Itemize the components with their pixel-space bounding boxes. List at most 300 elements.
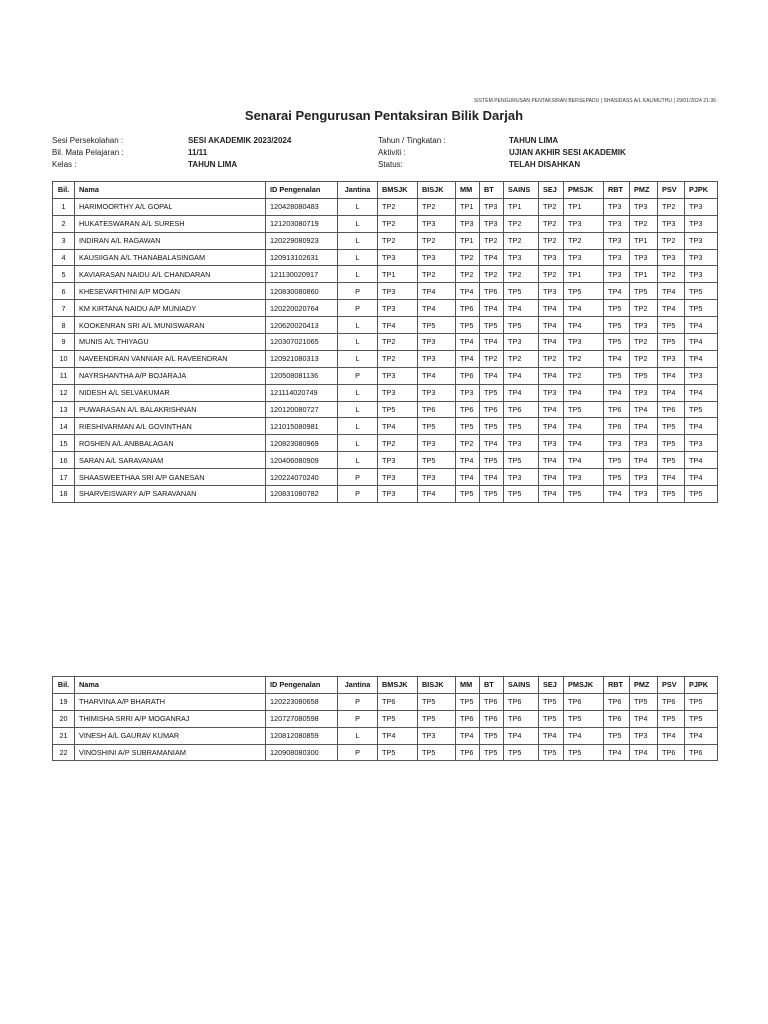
cell-rbt: TP3 <box>604 232 630 249</box>
cell-bmsjk: TP3 <box>378 283 418 300</box>
status-label: Status: <box>378 160 403 169</box>
cell-pjpk: TP5 <box>685 710 718 727</box>
cell-id-pengenalan: 120620020413 <box>266 317 338 334</box>
cell-pmsjk: TP6 <box>564 693 604 710</box>
report-meta <box>52 135 716 171</box>
table-body <box>53 693 718 761</box>
cell-sains: TP3 <box>504 435 539 452</box>
cell-mm: TP6 <box>456 744 480 761</box>
cell-jantina: L <box>338 401 378 418</box>
cell-pmz: TP3 <box>630 384 658 401</box>
cell-nama: SARAN A/L SARAVANAM <box>75 452 266 469</box>
col-pmz: PMZ <box>630 677 658 694</box>
col-bt: BT <box>480 182 504 199</box>
cell-jantina: P <box>338 469 378 486</box>
cell-rbt: TP4 <box>604 384 630 401</box>
cell-pmsjk: TP2 <box>564 350 604 367</box>
cell-psv: TP5 <box>658 317 685 334</box>
cell-pmsjk: TP4 <box>564 435 604 452</box>
cell-rbt: TP5 <box>604 367 630 384</box>
cell-psv: TP4 <box>658 384 685 401</box>
cell-psv: TP4 <box>658 367 685 384</box>
cell-nama: SHARVEISWARY A/P SARAVANAN <box>75 486 266 503</box>
cell-pjpk: TP4 <box>685 452 718 469</box>
cell-sains: TP6 <box>504 710 539 727</box>
cell-jantina: L <box>338 198 378 215</box>
cell-id-pengenalan: 120913102631 <box>266 249 338 266</box>
cell-rbt: TP6 <box>604 693 630 710</box>
kelas-label: Kelas : <box>52 160 77 169</box>
cell-sains: TP2 <box>504 266 539 283</box>
cell-mm: TP2 <box>456 435 480 452</box>
cell-pjpk: TP4 <box>685 350 718 367</box>
cell-psv: TP3 <box>658 215 685 232</box>
cell-bt: TP4 <box>480 469 504 486</box>
cell-mm: TP5 <box>456 486 480 503</box>
cell-pmz: TP4 <box>630 418 658 435</box>
cell-bil: 4 <box>53 249 75 266</box>
cell-rbt: TP3 <box>604 249 630 266</box>
cell-bmsjk: TP3 <box>378 367 418 384</box>
cell-bisjk: TP3 <box>418 469 456 486</box>
cell-pjpk: TP3 <box>685 367 718 384</box>
cell-bt: TP5 <box>480 486 504 503</box>
cell-mm: TP2 <box>456 249 480 266</box>
col-jantina: Jantina <box>338 677 378 694</box>
cell-psv: TP5 <box>658 486 685 503</box>
cell-sej: TP4 <box>539 486 564 503</box>
cell-pjpk: TP4 <box>685 317 718 334</box>
cell-bt: TP5 <box>480 418 504 435</box>
cell-psv: TP5 <box>658 418 685 435</box>
cell-bmsjk: TP2 <box>378 198 418 215</box>
cell-pmsjk: TP3 <box>564 215 604 232</box>
cell-bt: TP5 <box>480 384 504 401</box>
table-row <box>53 334 718 351</box>
cell-psv: TP5 <box>658 334 685 351</box>
col-sains: SAINS <box>504 677 539 694</box>
cell-jantina: L <box>338 727 378 744</box>
cell-sej: TP4 <box>539 367 564 384</box>
cell-pmz: TP2 <box>630 334 658 351</box>
cell-sains: TP3 <box>504 334 539 351</box>
aktiviti-value: UJIAN AKHIR SESI AKADEMIK <box>509 148 626 157</box>
cell-pjpk: TP3 <box>685 266 718 283</box>
tahun-label: Tahun / Tingkatan : <box>378 136 446 145</box>
cell-rbt: TP5 <box>604 727 630 744</box>
cell-nama: NAVEENDRAN VANNIAR A/L RAVEENDRAN <box>75 350 266 367</box>
cell-rbt: TP6 <box>604 401 630 418</box>
cell-jantina: L <box>338 435 378 452</box>
cell-rbt: TP3 <box>604 198 630 215</box>
cell-sej: TP4 <box>539 418 564 435</box>
col-psv: PSV <box>658 182 685 199</box>
cell-sains: TP4 <box>504 384 539 401</box>
meta-row-1 <box>52 135 716 147</box>
cell-sains: TP2 <box>504 215 539 232</box>
cell-id-pengenalan: 121114020749 <box>266 384 338 401</box>
bil-value: 11/11 <box>188 148 208 157</box>
cell-pjpk: TP4 <box>685 418 718 435</box>
cell-pjpk: TP3 <box>685 198 718 215</box>
cell-nama: INDIRAN A/L RAGAWAN <box>75 232 266 249</box>
cell-bil: 10 <box>53 350 75 367</box>
cell-mm: TP6 <box>456 300 480 317</box>
cell-bmsjk: TP1 <box>378 266 418 283</box>
table-row <box>53 693 718 710</box>
cell-rbt: TP5 <box>604 317 630 334</box>
col-psv: PSV <box>658 677 685 694</box>
cell-pmz: TP4 <box>630 710 658 727</box>
cell-pmsjk: TP4 <box>564 384 604 401</box>
cell-mm: TP3 <box>456 384 480 401</box>
cell-bil: 19 <box>53 693 75 710</box>
cell-pmz: TP4 <box>630 452 658 469</box>
cell-sej: TP2 <box>539 266 564 283</box>
cell-psv: TP3 <box>658 249 685 266</box>
cell-bmsjk: TP5 <box>378 401 418 418</box>
table-row <box>53 710 718 727</box>
cell-pjpk: TP6 <box>685 744 718 761</box>
cell-sains: TP5 <box>504 486 539 503</box>
col-bt: BT <box>480 677 504 694</box>
cell-pmsjk: TP5 <box>564 710 604 727</box>
cell-mm: TP6 <box>456 367 480 384</box>
cell-bisjk: TP3 <box>418 384 456 401</box>
cell-pjpk: TP5 <box>685 300 718 317</box>
cell-mm: TP1 <box>456 198 480 215</box>
cell-bt: TP6 <box>480 401 504 418</box>
cell-psv: TP5 <box>658 435 685 452</box>
cell-bisjk: TP4 <box>418 300 456 317</box>
cell-id-pengenalan: 120224070240 <box>266 469 338 486</box>
cell-pjpk: TP5 <box>685 283 718 300</box>
cell-bmsjk: TP2 <box>378 215 418 232</box>
cell-psv: TP5 <box>658 452 685 469</box>
cell-pmz: TP5 <box>630 283 658 300</box>
cell-sej: TP4 <box>539 334 564 351</box>
cell-bisjk: TP3 <box>418 350 456 367</box>
cell-mm: TP5 <box>456 317 480 334</box>
cell-nama: ROSHEN A/L ANBBALAGAN <box>75 435 266 452</box>
cell-pjpk: TP4 <box>685 469 718 486</box>
cell-rbt: TP5 <box>604 452 630 469</box>
table-row <box>53 300 718 317</box>
cell-sains: TP5 <box>504 452 539 469</box>
table-row <box>53 283 718 300</box>
cell-sains: TP6 <box>504 401 539 418</box>
cell-nama: KHESEVARTHINI A/P MOGAN <box>75 283 266 300</box>
cell-bmsjk: TP4 <box>378 418 418 435</box>
cell-bil: 21 <box>53 727 75 744</box>
cell-pjpk: TP5 <box>685 401 718 418</box>
cell-pmsjk: TP2 <box>564 232 604 249</box>
cell-nama: PUWARASAN A/L BALAKRISHNAN <box>75 401 266 418</box>
cell-jantina: L <box>338 418 378 435</box>
cell-bisjk: TP4 <box>418 367 456 384</box>
cell-bil: 3 <box>53 232 75 249</box>
kelas-value: TAHUN LIMA <box>188 160 238 169</box>
cell-jantina: P <box>338 367 378 384</box>
cell-bil: 22 <box>53 744 75 761</box>
cell-id-pengenalan: 120428080483 <box>266 198 338 215</box>
cell-bil: 16 <box>53 452 75 469</box>
cell-bt: TP2 <box>480 232 504 249</box>
cell-pmz: TP3 <box>630 317 658 334</box>
cell-bisjk: TP5 <box>418 693 456 710</box>
cell-nama: SHAASWEETHAA SRI A/P GANESAN <box>75 469 266 486</box>
cell-psv: TP6 <box>658 401 685 418</box>
cell-nama: HARIMOORTHY A/L GOPAL <box>75 198 266 215</box>
cell-bt: TP4 <box>480 367 504 384</box>
page-title: Senarai Pengurusan Pentaksiran Bilik Darjah <box>244 108 524 123</box>
cell-sej: TP4 <box>539 452 564 469</box>
table-row <box>53 384 718 401</box>
cell-id-pengenalan: 120908080300 <box>266 744 338 761</box>
cell-jantina: L <box>338 334 378 351</box>
cell-bil: 13 <box>53 401 75 418</box>
cell-bisjk: TP5 <box>418 710 456 727</box>
cell-bt: TP4 <box>480 300 504 317</box>
cell-pmsjk: TP4 <box>564 418 604 435</box>
header-row <box>53 677 718 694</box>
cell-sains: TP4 <box>504 727 539 744</box>
cell-bt: TP4 <box>480 435 504 452</box>
cell-pmsjk: TP5 <box>564 283 604 300</box>
cell-pmsjk: TP4 <box>564 727 604 744</box>
cell-pjpk: TP3 <box>685 435 718 452</box>
cell-bt: TP2 <box>480 350 504 367</box>
cell-bil: 8 <box>53 317 75 334</box>
cell-psv: TP6 <box>658 744 685 761</box>
cell-bil: 6 <box>53 283 75 300</box>
cell-bisjk: TP2 <box>418 198 456 215</box>
col-bmsjk: BMSJK <box>378 182 418 199</box>
cell-mm: TP4 <box>456 350 480 367</box>
aktiviti-label: Aktiviti : <box>378 148 406 157</box>
cell-id-pengenalan: 121015080981 <box>266 418 338 435</box>
cell-jantina: P <box>338 693 378 710</box>
cell-psv: TP4 <box>658 469 685 486</box>
cell-bmsjk: TP2 <box>378 350 418 367</box>
cell-mm: TP4 <box>456 283 480 300</box>
cell-jantina: P <box>338 486 378 503</box>
cell-bisjk: TP5 <box>418 744 456 761</box>
cell-mm: TP4 <box>456 469 480 486</box>
col-nama: Nama <box>75 677 266 694</box>
cell-bmsjk: TP4 <box>378 317 418 334</box>
cell-bil: 17 <box>53 469 75 486</box>
cell-pmz: TP5 <box>630 367 658 384</box>
cell-sej: TP3 <box>539 249 564 266</box>
cell-rbt: TP3 <box>604 435 630 452</box>
cell-id-pengenalan: 120120080727 <box>266 401 338 418</box>
cell-bisjk: TP4 <box>418 486 456 503</box>
cell-pmz: TP3 <box>630 249 658 266</box>
table-row <box>53 232 718 249</box>
col-bisjk: BISJK <box>418 677 456 694</box>
cell-nama: VINOSHINI A/P SUBRAMANIAM <box>75 744 266 761</box>
cell-nama: THIMISHA SRRI A/P MOGANRAJ <box>75 710 266 727</box>
cell-psv: TP4 <box>658 727 685 744</box>
cell-rbt: TP5 <box>604 469 630 486</box>
cell-mm: TP6 <box>456 710 480 727</box>
table-header <box>53 677 718 694</box>
col-pjpk: PJPK <box>685 677 718 694</box>
cell-nama: KM KIRTANA NAIDU A/P MUNIADY <box>75 300 266 317</box>
cell-sej: TP4 <box>539 469 564 486</box>
col-bil: Bil. <box>53 182 75 199</box>
cell-id-pengenalan: 120220020764 <box>266 300 338 317</box>
table-row <box>53 401 718 418</box>
cell-id-pengenalan: 120229080923 <box>266 232 338 249</box>
table-row <box>53 266 718 283</box>
cell-pmz: TP3 <box>630 435 658 452</box>
cell-pmsjk: TP5 <box>564 401 604 418</box>
cell-sains: TP4 <box>504 367 539 384</box>
cell-bmsjk: TP3 <box>378 469 418 486</box>
tahun-value: TAHUN LIMA <box>509 136 559 145</box>
cell-rbt: TP4 <box>604 283 630 300</box>
table-row <box>53 367 718 384</box>
cell-pmz: TP5 <box>630 693 658 710</box>
cell-bt: TP4 <box>480 249 504 266</box>
cell-bil: 11 <box>53 367 75 384</box>
cell-sains: TP4 <box>504 300 539 317</box>
cell-bt: TP5 <box>480 744 504 761</box>
cell-pmz: TP1 <box>630 266 658 283</box>
cell-rbt: TP4 <box>604 350 630 367</box>
cell-jantina: P <box>338 283 378 300</box>
header-row <box>53 182 718 199</box>
cell-bt: TP5 <box>480 452 504 469</box>
table-row <box>53 198 718 215</box>
cell-sej: TP2 <box>539 232 564 249</box>
cell-id-pengenalan: 120831080782 <box>266 486 338 503</box>
col-bmsjk: BMSJK <box>378 677 418 694</box>
table-row <box>53 727 718 744</box>
cell-bmsjk: TP5 <box>378 744 418 761</box>
meta-row-2 <box>52 147 716 159</box>
cell-jantina: L <box>338 452 378 469</box>
cell-bt: TP3 <box>480 198 504 215</box>
cell-bisjk: TP3 <box>418 249 456 266</box>
cell-sej: TP3 <box>539 435 564 452</box>
cell-rbt: TP6 <box>604 418 630 435</box>
cell-mm: TP1 <box>456 232 480 249</box>
table-row <box>53 350 718 367</box>
cell-psv: TP5 <box>658 710 685 727</box>
cell-bt: TP6 <box>480 283 504 300</box>
cell-rbt: TP5 <box>604 334 630 351</box>
cell-pmz: TP3 <box>630 469 658 486</box>
cell-bt: TP2 <box>480 266 504 283</box>
cell-pjpk: TP4 <box>685 334 718 351</box>
table-row <box>53 317 718 334</box>
table-row <box>53 249 718 266</box>
cell-rbt: TP4 <box>604 486 630 503</box>
cell-sej: TP3 <box>539 384 564 401</box>
bil-label: Bil. Mata Pelajaran : <box>52 148 124 157</box>
cell-psv: TP3 <box>658 350 685 367</box>
cell-id-pengenalan: 120727080598 <box>266 710 338 727</box>
cell-bil: 5 <box>53 266 75 283</box>
cell-sains: TP3 <box>504 249 539 266</box>
cell-bisjk: TP6 <box>418 401 456 418</box>
cell-bisjk: TP3 <box>418 215 456 232</box>
cell-pmz: TP2 <box>630 300 658 317</box>
cell-sains: TP2 <box>504 350 539 367</box>
cell-sains: TP3 <box>504 469 539 486</box>
cell-nama: MUNIS A/L THIYAGU <box>75 334 266 351</box>
cell-pjpk: TP4 <box>685 727 718 744</box>
cell-id-pengenalan: 120921080313 <box>266 350 338 367</box>
cell-jantina: P <box>338 744 378 761</box>
cell-id-pengenalan: 121203080719 <box>266 215 338 232</box>
cell-bil: 15 <box>53 435 75 452</box>
col-jantina: Jantina <box>338 182 378 199</box>
cell-pmsjk: TP5 <box>564 744 604 761</box>
table-row <box>53 215 718 232</box>
cell-bisjk: TP2 <box>418 232 456 249</box>
col-pmsjk: PMSJK <box>564 677 604 694</box>
cell-nama: KOOKENRAN SRI A/L MUNISWARAN <box>75 317 266 334</box>
cell-bil: 2 <box>53 215 75 232</box>
cell-sains: TP6 <box>504 693 539 710</box>
cell-pmsjk: TP4 <box>564 452 604 469</box>
cell-jantina: L <box>338 384 378 401</box>
cell-id-pengenalan: 120406080909 <box>266 452 338 469</box>
col-id: ID Pengenalan <box>266 182 338 199</box>
cell-mm: TP4 <box>456 727 480 744</box>
cell-sej: TP5 <box>539 744 564 761</box>
col-rbt: RBT <box>604 182 630 199</box>
cell-pjpk: TP4 <box>685 384 718 401</box>
cell-rbt: TP5 <box>604 300 630 317</box>
cell-bisjk: TP5 <box>418 317 456 334</box>
cell-bil: 1 <box>53 198 75 215</box>
cell-nama: NAYRSHANTHA A/P BOJARAJA <box>75 367 266 384</box>
cell-bmsjk: TP6 <box>378 693 418 710</box>
cell-bt: TP6 <box>480 710 504 727</box>
col-bil: Bil. <box>53 677 75 694</box>
cell-rbt: TP3 <box>604 266 630 283</box>
cell-jantina: L <box>338 266 378 283</box>
cell-bt: TP5 <box>480 317 504 334</box>
cell-sej: TP4 <box>539 300 564 317</box>
cell-bmsjk: TP2 <box>378 334 418 351</box>
cell-nama: KAUSIIGAN A/L THANABALASINGAM <box>75 249 266 266</box>
cell-bmsjk: TP3 <box>378 452 418 469</box>
cell-nama: VINESH A/L GAURAV KUMAR <box>75 727 266 744</box>
cell-pmsjk: TP3 <box>564 334 604 351</box>
cell-pjpk: TP3 <box>685 249 718 266</box>
cell-bmsjk: TP3 <box>378 249 418 266</box>
cell-nama: THARVINA A/P BHARATH <box>75 693 266 710</box>
cell-bil: 12 <box>53 384 75 401</box>
col-nama: Nama <box>75 182 266 199</box>
cell-jantina: P <box>338 710 378 727</box>
cell-sains: TP1 <box>504 198 539 215</box>
cell-bisjk: TP5 <box>418 452 456 469</box>
cell-id-pengenalan: 120812080859 <box>266 727 338 744</box>
cell-pmz: TP3 <box>630 486 658 503</box>
cell-pjpk: TP3 <box>685 232 718 249</box>
table-row <box>53 418 718 435</box>
cell-bt: TP4 <box>480 334 504 351</box>
cell-psv: TP2 <box>658 198 685 215</box>
cell-mm: TP5 <box>456 418 480 435</box>
